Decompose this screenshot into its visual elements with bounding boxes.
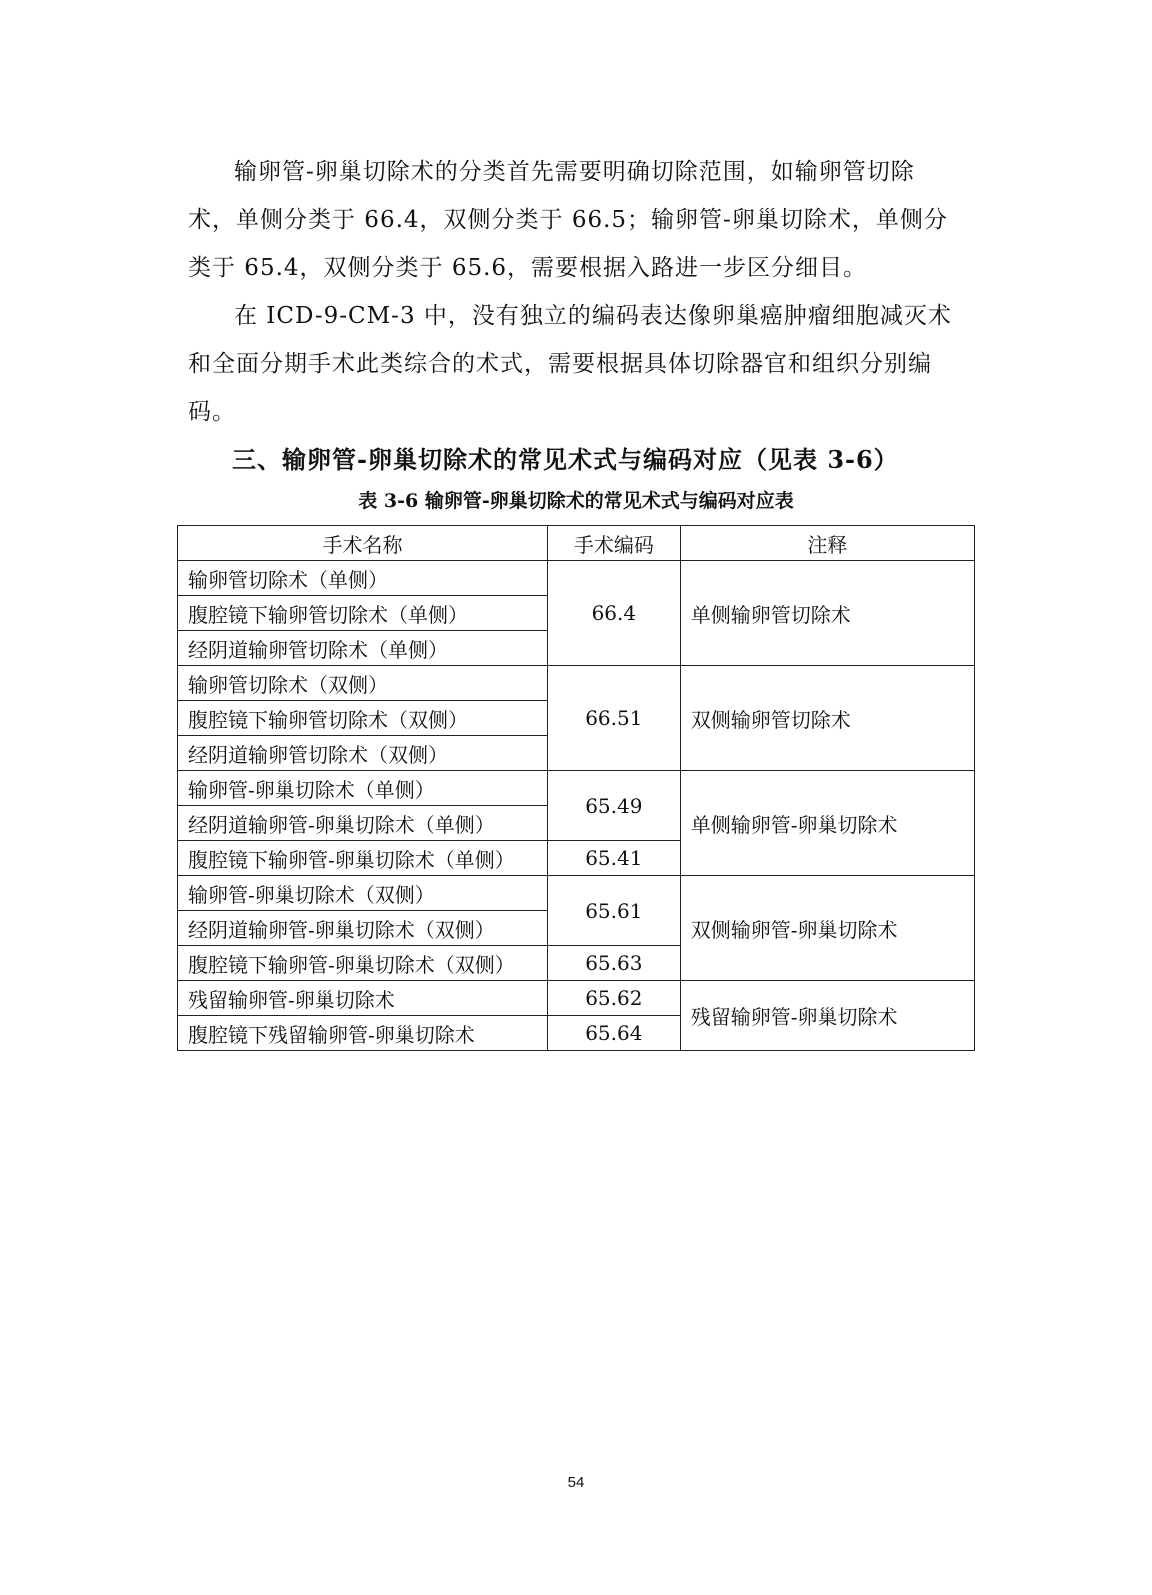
paragraph-1-text: 输卵管-卵巢切除术的分类首先需要明确切除范围，如输卵管切除术，单侧分类于 66.4，双侧分类于 66.5；输卵管-卵巢切除术，单侧分类于 65.4，双侧分类于 65.6，需要根据入路进一步区分细目。 bbox=[188, 159, 948, 281]
procedure-name-cell: 腹腔镜下输卵管切除术（双侧） bbox=[178, 701, 548, 736]
note-cell: 双侧输卵管-卵巢切除术 bbox=[680, 876, 974, 981]
procedure-name-cell: 残留输卵管-卵巢切除术 bbox=[178, 981, 548, 1016]
table-row bbox=[178, 876, 975, 911]
page-number: 54 bbox=[567, 1474, 585, 1491]
procedure-name-cell: 腹腔镜下残留输卵管-卵巢切除术 bbox=[178, 1016, 548, 1051]
procedure-code-table bbox=[177, 525, 975, 1051]
procedure-code-cell: 65.61 bbox=[547, 876, 680, 946]
paragraph-2 bbox=[188, 292, 958, 436]
paragraph-2-text: 在 ICD-9-CM-3 中，没有独立的编码表达像卵巢癌肿瘤细胞减灭术和全面分期手术此类综合的术式，需要根据具体切除器官和组织分别编码。 bbox=[188, 303, 952, 425]
note-cell: 单侧输卵管切除术 bbox=[680, 561, 974, 666]
procedure-name-cell: 经阴道输卵管切除术（双侧） bbox=[178, 736, 548, 771]
note-cell: 残留输卵管-卵巢切除术 bbox=[680, 981, 974, 1051]
procedure-name-cell: 输卵管切除术（双侧） bbox=[178, 666, 548, 701]
procedure-name-cell: 输卵管切除术（单侧） bbox=[178, 561, 548, 596]
header-procedure-name: 手术名称 bbox=[178, 526, 548, 561]
procedure-name-cell: 经阴道输卵管-卵巢切除术（单侧） bbox=[178, 806, 548, 841]
note-cell: 单侧输卵管-卵巢切除术 bbox=[680, 771, 974, 876]
table-header-row bbox=[178, 526, 975, 561]
procedure-code-cell: 66.4 bbox=[547, 561, 680, 666]
header-procedure-code: 手术编码 bbox=[547, 526, 680, 561]
table-row bbox=[178, 561, 975, 596]
procedure-code-cell: 65.41 bbox=[547, 841, 680, 876]
procedure-code-cell: 65.62 bbox=[547, 981, 680, 1016]
table-row bbox=[178, 771, 975, 806]
table-row bbox=[178, 981, 975, 1016]
table-row bbox=[178, 666, 975, 701]
procedure-name-cell: 经阴道输卵管切除术（单侧） bbox=[178, 631, 548, 666]
procedure-name-cell: 经阴道输卵管-卵巢切除术（双侧） bbox=[178, 911, 548, 946]
header-note: 注释 bbox=[680, 526, 974, 561]
table-caption: 表 3-6 输卵管-卵巢切除术的常见术式与编码对应表 bbox=[358, 490, 794, 512]
procedure-code-cell: 65.64 bbox=[547, 1016, 680, 1051]
paragraph-1 bbox=[188, 148, 958, 292]
procedure-name-cell: 腹腔镜下输卵管-卵巢切除术（双侧） bbox=[178, 946, 548, 981]
note-cell: 双侧输卵管切除术 bbox=[680, 666, 974, 771]
procedure-code-cell: 65.49 bbox=[547, 771, 680, 841]
procedure-name-cell: 输卵管-卵巢切除术（单侧） bbox=[178, 771, 548, 806]
procedure-code-cell: 65.63 bbox=[547, 946, 680, 981]
section-heading: 三、输卵管-卵巢切除术的常见术式与编码对应（见表 3-6） bbox=[232, 445, 899, 474]
procedure-name-cell: 输卵管-卵巢切除术（双侧） bbox=[178, 876, 548, 911]
procedure-code-cell: 66.51 bbox=[547, 666, 680, 771]
procedure-name-cell: 腹腔镜下输卵管-卵巢切除术（单侧） bbox=[178, 841, 548, 876]
procedure-name-cell: 腹腔镜下输卵管切除术（单侧） bbox=[178, 596, 548, 631]
